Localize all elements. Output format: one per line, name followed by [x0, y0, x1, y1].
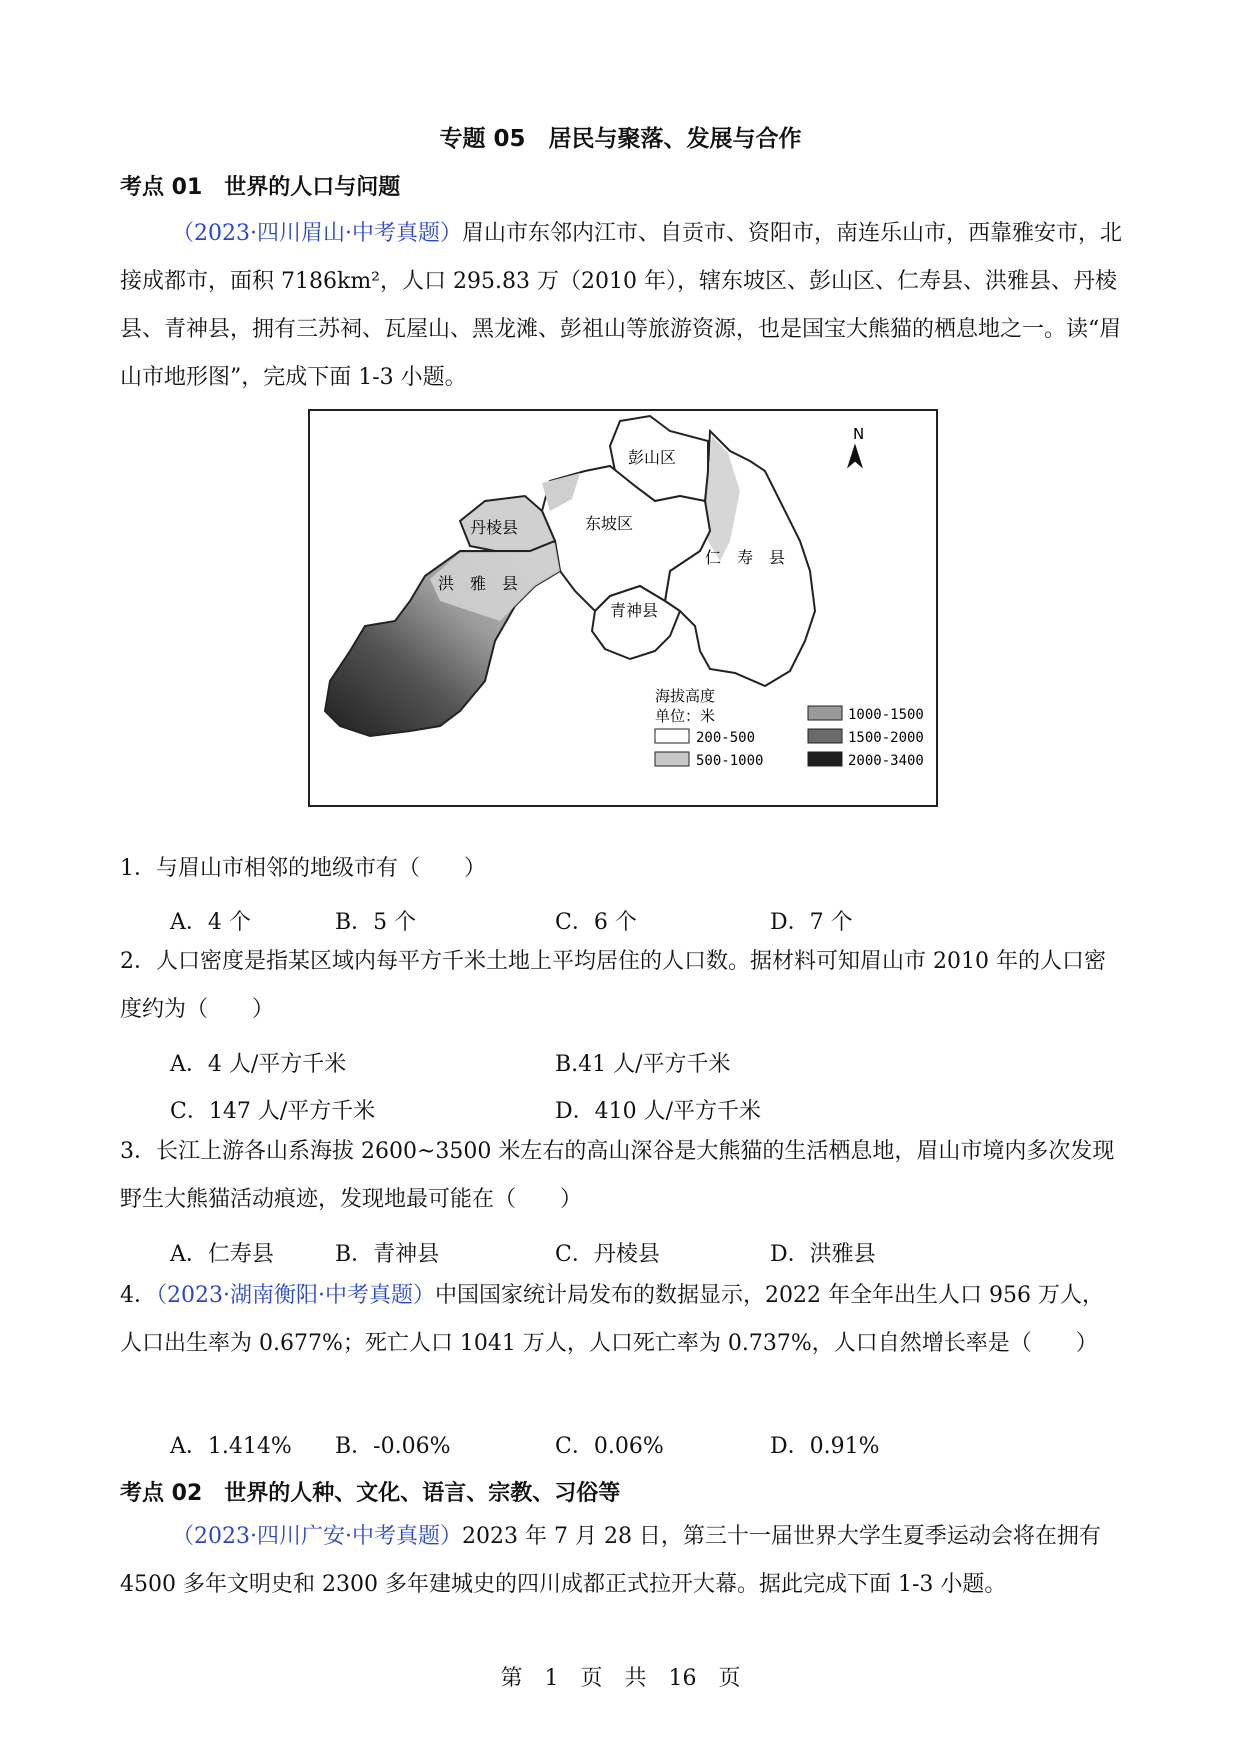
- q1-option-a: A．4 个: [170, 910, 251, 935]
- question-source: （2023·四川广安·中考真题）: [172, 1524, 462, 1549]
- legend-label: 2000-3400: [848, 753, 924, 769]
- question-2-stem: 2．人口密度是指某区域内每平方千米土地上平均居住的人口数。据材料可知眉山市 2010 年的人口密度约为（ ）: [120, 949, 1106, 1022]
- q2-option-b: B.41 人/平方千米: [555, 1052, 731, 1077]
- q4-text: 中国国家统计局发布的数据显示，2022 年全年出生人口 956 万人，人口出生率为 0.677%；死亡人口 1041 万人，人口死亡率为 0.737%，人口自然增长率是（ ）: [120, 1283, 1104, 1356]
- terrain-map-svg: [310, 411, 936, 805]
- q4-option-a: A．1.414%: [170, 1434, 292, 1459]
- legend-swatch-2000-3400: [808, 752, 842, 766]
- question-source: （2023·湖南衡阳·中考真题）: [156, 1283, 435, 1308]
- north-arrow-icon: [848, 445, 862, 467]
- legend-swatch-500-1000: [655, 752, 689, 766]
- north-label: N: [853, 425, 865, 443]
- q4-number: 4．: [120, 1283, 156, 1308]
- q1-option-c: C．6 个: [555, 910, 637, 935]
- label-pengshan: 彭山区: [628, 448, 677, 467]
- section-heading-2: 考点 02 世界的人种、文化、语言、宗教、习俗等: [120, 1481, 621, 1506]
- label-dongpo: 东坡区: [585, 514, 634, 533]
- page-footer: 第 1 页 共 16 页: [500, 1666, 741, 1691]
- q1-option-b: B．5 个: [335, 910, 417, 935]
- page-title: 专题 05 居民与聚落、发展与合作: [439, 126, 802, 152]
- legend-label: 1000-1500: [848, 707, 924, 723]
- legend-label: 200-500: [696, 730, 756, 746]
- label-qingshen: 青神县: [610, 601, 659, 620]
- q2-option-c: C．147 人/平方千米: [170, 1099, 376, 1124]
- legend-title: 海拔高度: [655, 687, 716, 705]
- q3-option-c: C．丹棱县: [555, 1242, 660, 1267]
- legend-swatch-1500-2000: [808, 729, 842, 743]
- legend-swatch-200-500: [655, 729, 689, 743]
- label-renshou: 仁 寿 县: [705, 548, 786, 567]
- question-3-stem: 3．长江上游各山系海拔 2600~3500 米左右的高山深谷是大熊猫的生活栖息地，眉山市境内多次发现野生大熊猫活动痕迹，发现地最可能在（ ）: [120, 1139, 1115, 1212]
- q4-option-c: C．0.06%: [555, 1434, 664, 1459]
- q4-option-d: D．0.91%: [770, 1434, 880, 1459]
- intro-paragraph-2: [120, 1513, 1125, 1609]
- section-heading-1: 考点 01 世界的人口与问题: [120, 175, 401, 200]
- question-4-stem: [120, 1272, 1125, 1368]
- label-hongya: 洪 雅 县: [438, 574, 519, 593]
- q3-option-a: A．仁寿县: [170, 1242, 274, 1267]
- meishan-terrain-map: [308, 409, 938, 807]
- legend-label: 1500-2000: [848, 730, 924, 746]
- question-source: （2023·四川眉山·中考真题）: [172, 221, 462, 246]
- legend-unit: 单位：米: [655, 707, 716, 725]
- q4-option-b: B．-0.06%: [335, 1434, 451, 1459]
- q3-option-d: D．洪雅县: [770, 1242, 876, 1267]
- question-1-stem: 1．与眉山市相邻的地级市有（ ）: [120, 856, 486, 881]
- legend-label: 500-1000: [696, 753, 764, 769]
- label-danling: 丹棱县: [470, 518, 519, 537]
- legend-swatch-1000-1500: [808, 706, 842, 720]
- intro-text: 眉山市东邻内江市、自贡市、资阳市，南连乐山市，西靠雅安市，北接成都市，面积 7186km²，人口 295.83 万（2010 年），辖东坡区、彭山区、仁寿县、洪雅县、丹棱县、青神县，拥有三苏祠、瓦屋山、黑龙滩、彭祖山等旅游资源，也是国宝大熊猫的栖息地之一。读“眉山市地形图”，完成下面 1-3 小题。: [120, 221, 1122, 390]
- q2-option-a: A．4 人/平方千米: [170, 1052, 347, 1077]
- q3-option-b: B．青神县: [335, 1242, 440, 1267]
- intro-paragraph-1: [120, 210, 1125, 402]
- q2-option-d: D．410 人/平方千米: [555, 1099, 762, 1124]
- q1-option-d: D．7 个: [770, 910, 853, 935]
- intro-text: 2023 年 7 月 28 日，第三十一届世界大学生夏季运动会将在拥有 4500 多年文明史和 2300 多年建城史的四川成都正式拉开大幕。据此完成下面 1-3 小题。: [120, 1524, 1101, 1597]
